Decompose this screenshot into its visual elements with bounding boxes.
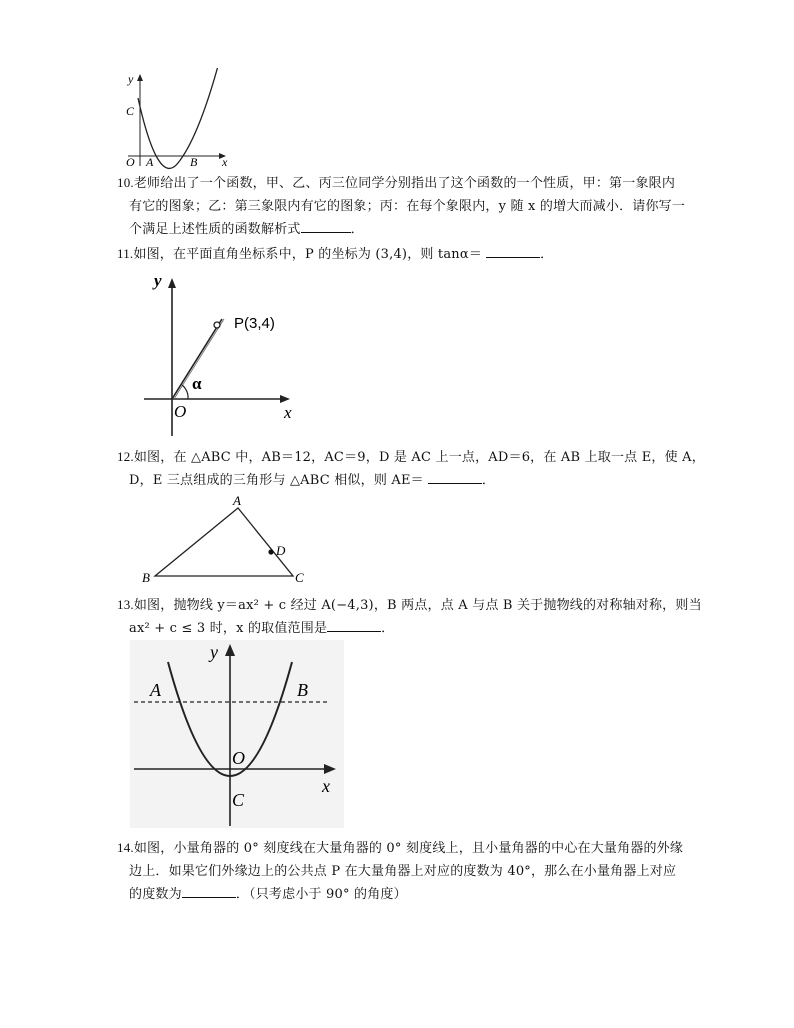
q13-label-x: x [322, 776, 330, 796]
q12-answer-blank [428, 469, 482, 484]
q11-coordinate-figure [138, 268, 308, 438]
q10-line-3 [117, 218, 717, 241]
q13-text-2b: ． [381, 621, 395, 636]
q13-parabola-figure [130, 640, 344, 828]
question-13 [117, 593, 717, 640]
q10-line-1 [117, 171, 717, 195]
q11-angle-arc [182, 385, 188, 399]
q10-answer-blank [301, 218, 351, 233]
q12-line-2 [117, 469, 717, 492]
q14-text-3b: ．（只考虑小于 90° 的角度） [235, 887, 407, 902]
q13-text-1: 如图，抛物线 y＝ax² + c 经过 A(−4,3)，B 两点，点 A 与点 B 关于抛物线的对称轴对称，则当 [133, 598, 702, 613]
q14-text-1: 如图，小量角器的 0° 刻度线在大量角器的 0° 刻度线上，且小量角器的中心在大量角器的外缘 [133, 841, 684, 856]
q12-triangle-abc [155, 508, 293, 576]
q12-label-c: C [295, 570, 304, 585]
q12-text-2b: ． [481, 473, 496, 488]
q13-label-a: A [150, 680, 161, 700]
q11-x-arrow [280, 395, 290, 403]
q11-text-after: ． [540, 247, 554, 262]
q13-answer-blank [327, 617, 381, 632]
q13-label-c: C [232, 790, 245, 810]
q14-number: 14. [117, 840, 134, 855]
q9-label-y: y [128, 72, 134, 86]
q11-label-alpha: α [192, 374, 202, 393]
q11-line-1 [117, 242, 717, 266]
q9-parabola-curve [138, 68, 218, 168]
q11-text: 如图，在平面直角坐标系中，P 的坐标为 (3,4)，则 tanα＝ [133, 247, 483, 262]
q11-label-point: P(3,4) [234, 315, 275, 332]
q12-label-d: D [276, 543, 286, 558]
q12-triangle-figure [138, 492, 318, 586]
q14-answer-blank [182, 883, 236, 898]
q9-y-arrow [137, 74, 143, 81]
q12-text-2: D，E 三点组成的三角形与 △ABC 相似，则 AE＝ [129, 473, 424, 488]
q10-text-1: 老师给出了一个函数，甲、乙、丙三位同学分别指出了这个函数的一个性质，甲：第一象限内 [133, 176, 676, 191]
q13-label-y: y [210, 642, 218, 662]
q14-line-1 [117, 836, 717, 860]
q12-label-b: B [142, 570, 150, 585]
q9-label-a: A [146, 155, 154, 169]
q11-label-y: y [154, 271, 162, 290]
q13-number: 13. [117, 597, 134, 612]
q13-text-2: ax² + c ≤ 3 时，x 的取值范围是 [129, 621, 328, 636]
q10-line-2 [117, 195, 717, 218]
question-10 [117, 171, 717, 241]
q13-line-2 [117, 617, 717, 640]
q14-text-3: 的度数为 [129, 887, 182, 902]
q12-label-a: A [233, 493, 241, 508]
q11-label-o: O [174, 402, 187, 421]
q9-label-c: C [126, 104, 135, 118]
q13-line-1 [117, 593, 717, 617]
q14-text-2: 边上．如果它们外缘边上的公共点 P 在大量角器上对应的度数为 40°，那么在小量角器上对应 [129, 864, 677, 879]
q10-text-3b: ． [350, 222, 364, 237]
q10-text-2: 有它的图象；乙：第三象限内有它的图象；丙：在每个象限内，y 随 x 的增大而减小．请你写一 [129, 199, 686, 214]
q13-label-b: B [297, 680, 308, 700]
q9-label-o: O [126, 155, 135, 169]
q13-label-o: O [232, 748, 245, 768]
question-14 [117, 836, 717, 906]
q12-line-1 [117, 445, 717, 469]
q10-text-3: 个满足上述性质的函数解析式 [129, 222, 301, 237]
question-12 [117, 445, 717, 492]
q11-point-p [214, 322, 220, 328]
q14-line-3 [117, 883, 717, 906]
q11-label-x: x [284, 403, 292, 422]
q12-number: 12. [117, 449, 134, 464]
q11-y-arrow [168, 278, 176, 288]
q11-number: 11. [117, 246, 134, 261]
q9-parabola-figure [118, 68, 238, 170]
q12-point-d [268, 549, 273, 554]
q11-answer-blank [486, 243, 540, 258]
q9-label-b: B [190, 155, 198, 169]
q12-text-1: 如图，在 △ABC 中，AB＝12，AC＝9，D 是 AC 上一点，AD＝6，在 AB 上取一点 E，使 A， [133, 450, 705, 465]
q10-number: 10. [117, 175, 134, 190]
q14-line-2 [117, 860, 717, 883]
question-11 [117, 242, 717, 266]
q9-label-x: x [222, 155, 228, 169]
